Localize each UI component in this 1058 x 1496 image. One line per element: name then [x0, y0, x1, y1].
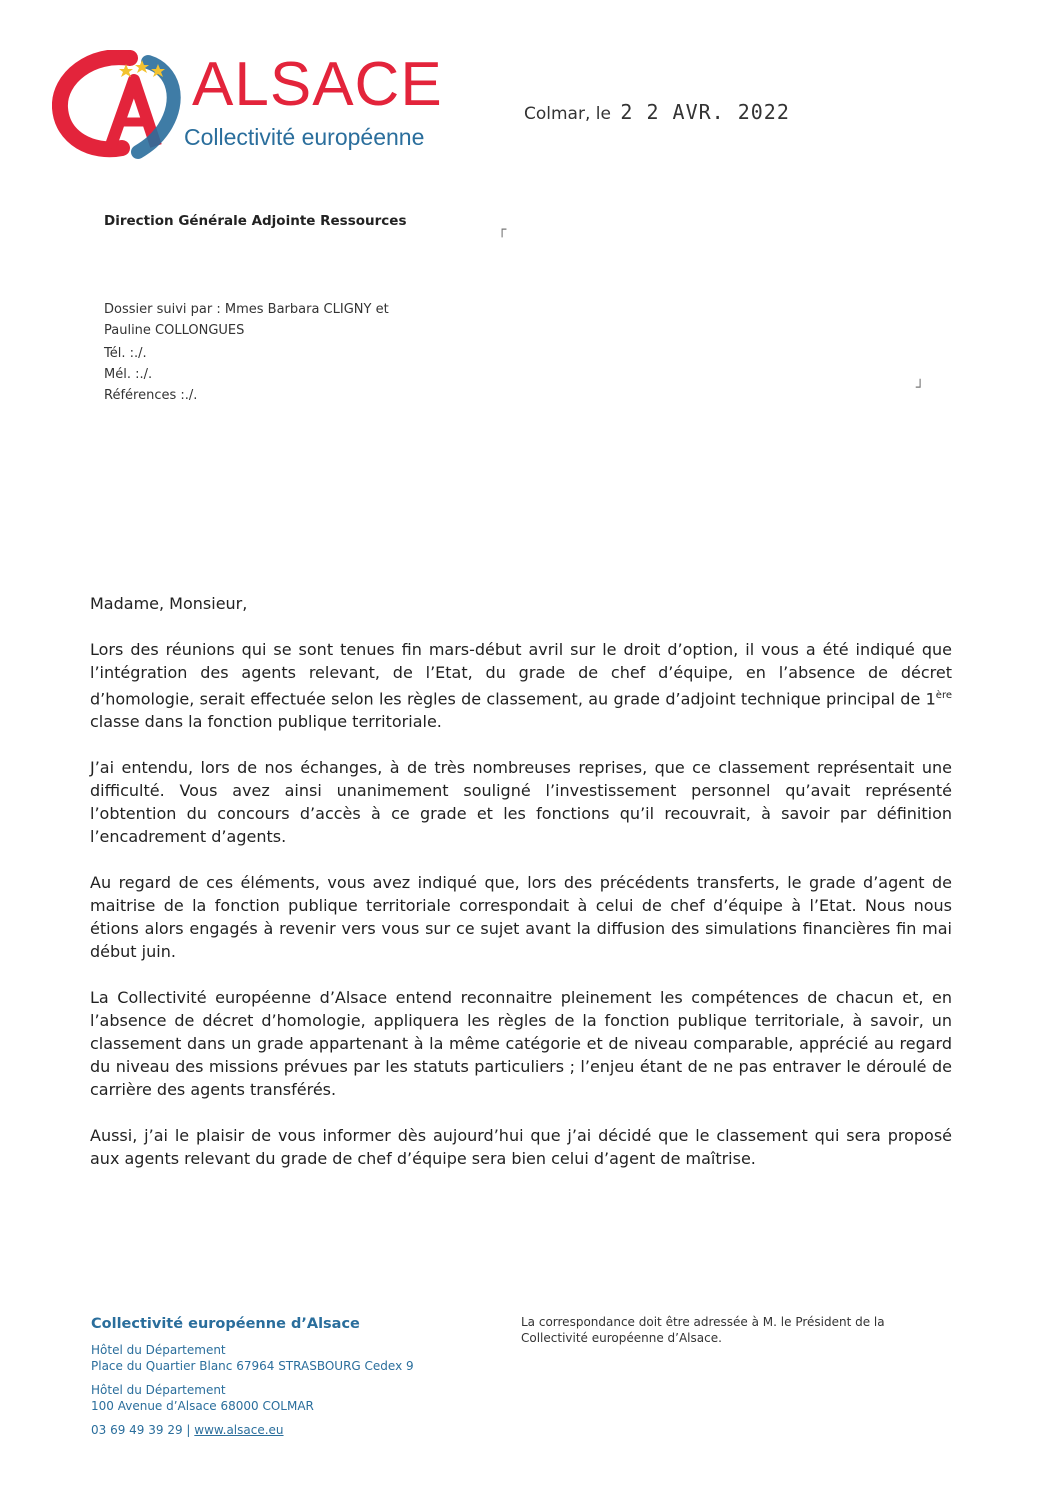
dossier-line-1: Dossier suivi par : Mmes Barbara CLIGNY et	[104, 302, 389, 317]
date-stamp: 2 2 AVR. 2022	[620, 100, 790, 124]
footer-org-name: Collectivité européenne d’Alsace	[91, 1316, 360, 1332]
tel-line: Tél. :./.	[104, 346, 147, 361]
alsace-logo	[52, 50, 442, 160]
corner-mark-bottom: ┘	[916, 380, 925, 396]
date-place: Colmar, le	[524, 104, 611, 124]
footer-phone: 03 69 49 39 29 |	[91, 1423, 191, 1437]
footer-addr2-line1: Hôtel du Département	[91, 1383, 226, 1397]
paragraph-1	[90, 638, 952, 733]
corner-mark-top: ┌	[498, 222, 507, 238]
paragraph-4: La Collectivité européenne d’Alsace entend reconnaitre pleinement les compétences de chacun et, en l’absence de décret d’homologie, appliquera les règles de la fonction publique territoriale, à savoir, un classement dans un grade appartenant à la même catégorie et de niveau comparable, apprécié au regard du niveau des missions prévues par les statuts particuliers ; l’enjeu étant de ne pas entraver le déroulé de carrière des agents transférés.	[90, 988, 952, 1100]
paragraph-5: Aussi, j’ai le plaisir de vous informer dès aujourd’hui que j’ai décidé que le classement qui sera proposé aux agents relevant du grade de chef d’équipe sera bien celui d’agent de maîtrise.	[90, 1126, 952, 1169]
paragraph-2: J’ai entendu, lors de nos échanges, à de très nombreuses reprises, que ce classement représentait une difficulté. Vous avez ainsi unanimement souligné l’investissement personnel qu’avait représenté l’obtention du concours d’accès à ce grade et les fonctions qu’il recouvrait, à savoir par définition l’encadrement d’agents.	[90, 758, 952, 847]
footer-website-link[interactable]: www.alsace.eu	[194, 1423, 284, 1437]
paragraph-3: Au regard de ces éléments, vous avez indiqué que, lors des précédents transferts, le grade d’agent de maitrise de la fonction publique territoriale correspondait à celui de chef d’équipe à l’Etat. Nous nous étions alors engagés à revenir vers vous sur ce sujet avant la diffusion des simulations financières fin mai début juin.	[90, 873, 952, 962]
footer-note-line2: Collectivité européenne d’Alsace.	[521, 1331, 722, 1345]
mel-line: Mél. :./.	[104, 367, 153, 382]
logo-subtitle: Collectivité européenne	[184, 124, 425, 150]
footer-contact-line	[91, 1422, 511, 1438]
footer-addr1-line2: Place du Quartier Blanc 67964 STRASBOURG Cedex 9	[91, 1359, 414, 1373]
paragraph-1-tail: classe dans la fonction publique territoriale.	[90, 712, 442, 732]
paragraph-1-text: Lors des réunions qui se sont tenues fin mars-début avril sur le droit d’option, il vous a été indiqué que l’intégration des agents relevant, de l’Etat, du grade de chef d’équipe, en l’absence de décret d’homologie, serait effectuée selon les règles de classement, au grade d’adjoint technique principal de 1	[90, 640, 952, 709]
logo-wordmark: ALSACE	[192, 50, 443, 119]
salutation: Madame, Monsieur,	[90, 594, 248, 613]
footer-address-block	[91, 1316, 511, 1438]
direction-heading: Direction Générale Adjointe Ressources	[104, 213, 407, 229]
footer-addr1-line1: Hôtel du Département	[91, 1343, 226, 1357]
references-line: Références :./.	[104, 388, 198, 403]
footer-addr2-line2: 100 Avenue d’Alsace 68000 COLMAR	[91, 1399, 314, 1413]
superscript-ere: ère	[935, 690, 952, 701]
dossier-line-2: Pauline COLLONGUES	[104, 323, 245, 338]
footer-note-line1: La correspondance doit être adressée à M. le Président de la	[521, 1315, 885, 1329]
letter-body	[90, 592, 952, 1193]
date-line	[524, 100, 790, 130]
footer-correspondence-note	[521, 1314, 941, 1346]
logo-emblem-icon	[52, 50, 192, 160]
